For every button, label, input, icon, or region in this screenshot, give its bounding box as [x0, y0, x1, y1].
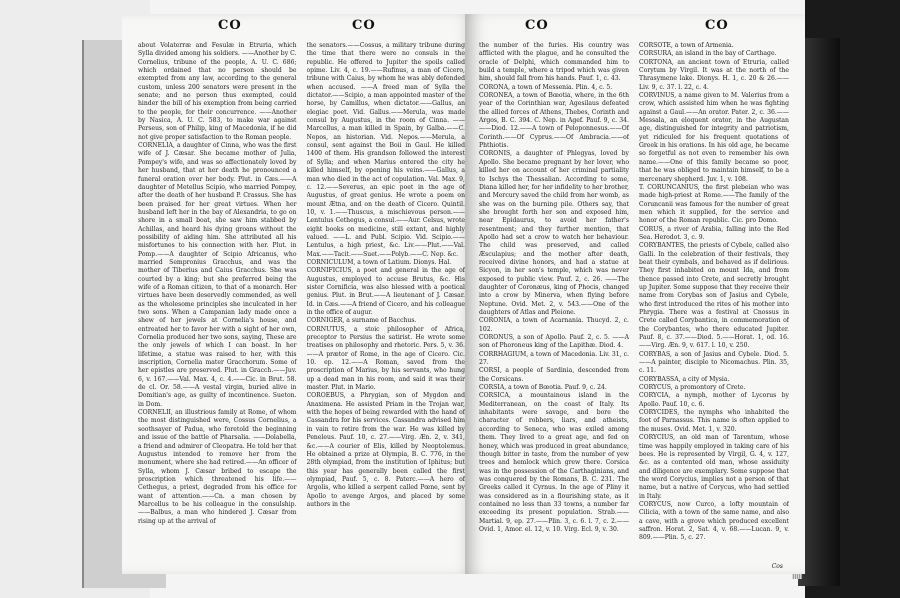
entry-paragraph: CORONUS, a son of Apollo. Pauf. 2, c. 5. ——A son of Phoroneus king of the Lapithæ. Diod. 4.	[479, 334, 629, 350]
entry-paragraph: CORVINUS, a name given to M. Valerius from a crow, which assisted him when he was fighting against a Gaul.——An orator. Pater. 2, c. 36.——Messala, an eloquent orator, in the Augustan age, distinguished for integrity and patriotism, yet ridiculed for his frequent quotations of Greek in his orations. In his old age, he became so forgetful as not even to remember his own name.——One of this family became so poor, that he was obliged to maintain himself, to be a mercenary shepherd. Juv. 1, v. 108.	[639, 92, 789, 183]
left-running-head	[122, 18, 477, 40]
entry-paragraph: CORNUTUS, a stoic philosopher of Africa, preceptor to Persius the satirist. He wrote some treatises on philosophy and rhetoric. Pers. 5, v. 36.——A prætor of Rome, in the age of Cicero. Cic. 10. ep. 12.——A Roman, saved from the proscription of Marius, by his servants, who hung up a dead man in his room, and said it was their master. Plut. in Mario.	[306, 325, 465, 392]
headword-right-2: CO	[705, 18, 729, 33]
entry-paragraph: CORONA, a town of Messenia. Plin. 4, c. 5.	[479, 83, 613, 91]
headword-left-2: CO	[352, 18, 376, 33]
entry-paragraph: CORRHAGIUM, a town of Macedonia. Liv. 31, c. 27.	[479, 350, 629, 367]
open-book	[70, 14, 840, 589]
entry-paragraph: CORYBAS, a son of Jasius and Cybele. Diod. 5.——A painter, disciple to Nicomachus. Plin. 35, c. 11.	[639, 350, 789, 375]
right-page	[465, 14, 805, 574]
entry-paragraph: CORONIS, a daughter of Phlegyas, loved by Apollo. She became pregnant by her lover, who killed her on account of her criminal partiality to Ischys the Thessalian. According to some, Diana killed her, for her infidelity to her brother, and Mercury saved the child from her womb, as she was on the burning pile. Others say, that she brought forth her son and exposed him, near Epidaurus, to avoid her father's resentment; and they further mention, that Apollo had set a crow to watch her behaviour. The child was preserved, and called Æsculapius; and the mother after death, received divine honors, and had a statue at Sicyon, in her son's temple, which was never exposed to public view. Pauf. 2, c. 26. ——The daughter of Coronæus, king of Phocis, changed into a crow by Minerva, when flying before Neptune. Ovid. Met. 2, v. 543.——One of the daughters of Atlas and Pleione.	[479, 150, 629, 316]
entry-paragraph: CORYCUS, now Curco, a lofty mountain of Cilicia, with a town of the same name, and also a cave, with a grove which produced excellent saffron. Horat. 2, Sat. 4, v. 68.——Lucan. 9, v. 809.——Plin. 5, c. 27.	[639, 500, 789, 542]
entry-paragraph: the senators.——Cossus, a military tribune during the time that there were no consuls in the republic. He offered to Jupiter the spoils called opime. Liv. 4, c. 19.——Rufinus, a man of Cicero, tribune with Caius, by whom he was ably defended when accused. ——A freed man of Sylla the dictator.——Scipio, a man appointed master of the horse, by Camillus, when dictator.——Gallus, an elegiac poet. Vid. Gallus.——Merula, was made consul by Augustus, in the room of Cinna. ——Marcellus, a man killed in Spain, by Galba.——C. Nepos, an historian. Vid. Nepos.——Merula, a consul, sent against the Boii in Gaul. He killed 1400 of them. His grandson followed the interest of Sylla; and when Marius entered the city he killed himself, by opening his veins.——Gallus, a man who died in the act of copulation. Val. Max. 9, c. 12.——Severus, an epic poet in the age of Augustus, of great genius. He wrote a poem on mount Ætna, and on the death of Cicero. Quintil. 10, v. 1.——Thuscus, a mischievous person.——Lentulus Cethegus, a consul.——Aur. Celsus, wrote eight books on medicine, still extant, and highly valued. ——L. and Publ. Scipio. Vid. Scipio.——Lentulus, a high priest, &c. Liv.——Plut.——Val. Max.——Tacit.——Suet.——Polyb.——C. Nep. &c.	[306, 42, 465, 258]
entry-paragraph: CORYCUS, a promontory of Crete.	[639, 384, 746, 392]
entry-paragraph: CORYBASSA, a city of Mysia.	[639, 375, 730, 383]
entry-paragraph: the number of the furies. His country was afflicted with the plague, and he consulted the oracle of Delphi, which commanded him to build a temple, where a tripod which was given him, should fall from his hands. Pauf. 1, c. 43.	[479, 42, 629, 83]
entry-paragraph: CORONEA, a town of Bœotia, where, in the 6th year of the Corinthian war, Agesilaus defeated the allied forces of Athens, Thebes, Corinth and Argos, B. C. 394. C. Nep. in Agef. Pauf. 9, c. 34.——Diod. 12.——A town of Peloponnesus.——Of Corinth.——Of Cyprus.——Of Ambracia.——of Phthiotis.	[479, 92, 629, 150]
entry-paragraph: CORSICA, a mountainous island in the Mediterranean, on the coast of Italy. Its inhabitants were savage, and bore the character of robbers, liars, and atheists, according to Seneca, who was exiled among them. They lived to a great age, and fed on honey, which was produced in great abundance, though bitter in taste, from the number of yew trees and hemlock which grew there. Corsica was in the possession of the Carthaginians, and was conquered by the Romans, B. C. 231. The Greeks called it Cyrnus. In the age of Pliny it was considered as in a flourishing state, as it contained no less than 33 towns, a number far exceeding its present population. Strab.——Martial. 9, ep. 27.——Plin. 3, c. 6. l. 7, c. 2.——Ovid. 1, Amor. el. 12, v. 10. Virg. Ecl. 9, v. 30.	[479, 392, 629, 533]
entry-paragraph: CORNELIA, a daughter of Cinna, who was the first wife of J. Cæsar. She became mother of Julia, Pompey's wife, and was so affectionately loved by her husband, that at her death he pronounced a funeral oration over her body. Plut. in Cæs.——A daughter of Metellus Scipio, who married Pompey, after the death of her husband P. Crassus. She has been praised for her great virtues. When her husband left her in the bay of Alexandria, to go on shore in a small boat, she saw him stabbed by Achillas, and heard his dying groans without the possibility of aiding him. She attributed all his misfortunes to his connection with her. Plut. in Pomp.——A daughter of Scipio Africanus, who married Sempronius Gracchus, and was the mother of Tiberius and Caius Gracchus. She was courted by a king; but she preferred being the wife of a Roman citizen, to that of a monarch. Her virtues have been deservedly commended, as well as the wholesome principles she inculcated in her two sons. When a Campanian lady made once a shew of her jewels at Cornelia's house, and entreated her to favor her with a sight of her own, Cornelia produced her two sons, saying, These are the only jewels of which I can boast. In her lifetime, a statue was raised to her, with this inscription, Cornelia mater Gracchorum. Some of her epistles are preserved. Plut. in Gracch.——Juv. 6, v. 167.——Val. Max. 4, c. 4.——Cic. in Brut. 58. de cl. Or. 58.——A vestal virgin, buried alive in Domitian's age, as guilty of incontinence. Sueton. in Dom.	[138, 142, 297, 408]
catchword: Cos	[771, 563, 783, 570]
entry-paragraph: CORSOTE, a town of Armenia.	[639, 42, 734, 49]
entry-paragraph: CORONIA, a town of Acarnania. Thucyd. 2, c. 102.	[479, 317, 629, 333]
left-page	[122, 14, 479, 574]
entry-paragraph: CORYCIUS, an old man of Tarentum, whose time was happily employed in taking care of his bees. He is represented by Virgil, G. 4, v. 127, &c. as a contented old man, whose assiduity and diligence are exemplary. Some suppose that the word Corycius, implies not a person of that name, but a native of Corycus, who had settled in Italy.	[639, 434, 789, 500]
entry-paragraph: CORYBANTES, the priests of Cybele, called also Galli. In the celebration of their festivals, they beat their cymbals, and behaved as if delirious. They first inhabited on mount Ida, and from thence passed into Crete, and secretly brought up Jupiter. Some suppose that they receive their name from Corybas son of Jasius and Cybele, who first introduced the rites of his mother into Phrygia. There was a festival at Cnossus in Crete called Corybantica, in commemoration of the Corybantes, who there educated Jupiter. Pauf. 8, c. 37.——Diod. 5.——Horat. 1, od. 16. ——Virg. Æn. 9, v. 617. l. 10, v. 250.	[639, 242, 789, 350]
entry-paragraph: CORUS, a river of Arabia, falling into the Red Sea. Herodot. 3, c. 9.	[639, 225, 789, 241]
right-column-2	[639, 42, 789, 568]
entry-paragraph: CORSI, a people of Sardinia, descended from the Corsicans.	[479, 367, 629, 383]
entry-paragraph: CORNIGER, a surname of Bacchus.	[306, 317, 417, 325]
entry-paragraph: about Volaterræ and Fesulæ in Etruria, which Sylla divided among his soldiers. ——Another by C. Cornelius, tribune of the people, A. U. C. 686; which ordained that no person should be exempted from any law, according to the general custom, unless 200 senators were present in the senate; and no person thus exempted, could hinder the bill of his exemption from being carried to the people, for their concurrence. ——Another by Nasica, A. U. C. 583, to make war against Perseus, son of Philip, king of Macedonia, if he did not give proper satisfaction to the Roman people.	[138, 42, 297, 141]
headword-left-1: CO	[218, 18, 242, 33]
entry-paragraph: CORNIFICIUS, a poet and general in the age of Augustus, employed to accuse Brutus, &c. His sister Cornificia, was also blessed with a poetical genius. Plut. in Brut.——A lieutenant of J. Cæsar. Id. in Cæs.——A friend of Cicero, and his colleague in the office of augur.	[306, 267, 465, 316]
entry-paragraph: COROEBUS, a Phrygian, son of Mygdon and Anaximena. He assisted Priam in the Trojan war, with the hopes of being rewarded with the hand of Cassandra for his services. Cassandra advised him in vain to retire from the war. He was killed by Peneleus. Pauf. 10, c. 27.——Virg. Æn. 2, v. 341, &c.——A courier of Elis, killed by Neoptolemus. He obtained a prize at Olympia, B. C. 776, in the 28th olympiad, from the institution of Iphitus; but this year has generally been called the first olympiad, Pauf. 5, c. 8. Paterc.——A hero of Argolis, who killed a serpent called Pœne, sent by Apollo to avenge Argos, and placed by some authors in the	[306, 392, 465, 508]
left-column-1	[138, 42, 297, 568]
entry-paragraph: CORYCIA, a nymph, mother of Lycorus by Apollo. Pauf. 10, c. 6.	[639, 392, 789, 408]
left-column-2	[307, 42, 466, 568]
right-column-1	[479, 42, 629, 568]
entry-paragraph: CORNICULUM, a town of Latium. Dionys. Hal.	[306, 258, 452, 266]
entry-paragraph: CORYCIDES, the nymphs who inhabited the foot of Parnassus. This name is often applied to the muses. Ovid. Met. 1, v. 320.	[639, 409, 789, 433]
right-running-head	[465, 18, 805, 40]
entry-paragraph: CORSIA, a town of Bœotia. Pauf. 9, c. 24.	[479, 384, 607, 392]
entry-paragraph: CORSURA, an island in the bay of Carthage.	[639, 50, 777, 58]
entry-paragraph: T. CORUNCANIUS, the first plebeian who was made high-priest at Rome.——The family of the Coruncanii was famous for the number of great men which it supplied, for the service and honor of the Roman republic. Cic. pro Domo.	[639, 183, 789, 225]
headword-right-1: CO	[525, 18, 549, 33]
entry-paragraph: CORTONA, an ancient town of Etruria, called Corytum by Virgil. It was at the north of the Thrasymene lake. Dionys. H. 1, c. 20 & 26.——Liv. 9, c. 37. l. 22, c. 4.	[639, 58, 789, 91]
entry-paragraph: CORNELII, an illustrious family at Rome, of whom the most distinguished were, Cossus Cornelius, a soothsayer of Padua, who foretold the beginning and issue of the battle of Pharsalia. ——Dolabella, a friend and admirer of Cleopatra. He told her that Augustus intended to remove her from the monument, where she had retired.——An officer of Sylla, whom J. Cæsar bribed to escape the proscription which threatened his life.——Cethegus, a priest, degraded from his office for want of attention.——Cn. a man chosen by Marcellus to be his colleague in the consulship.——Balbus, a man who hindered J. Cæsar from rising up at the arrival of	[138, 409, 297, 525]
